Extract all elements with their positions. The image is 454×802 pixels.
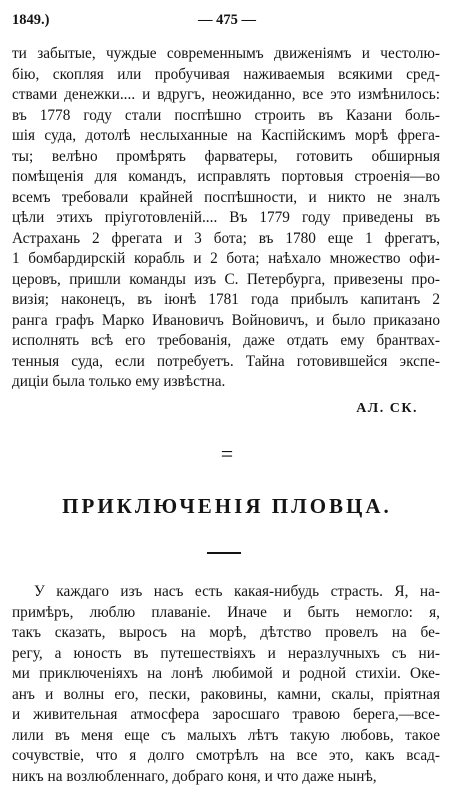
section-separator: = bbox=[220, 441, 234, 466]
text-line: ранга графъ Марко Ивановичъ Войновичъ, и было приказано bbox=[12, 311, 440, 329]
article-2-body bbox=[12, 582, 440, 787]
text-line: бію, скопляя или пробучивая наживаемыя всякими сред- bbox=[12, 65, 440, 83]
text-line: никъ на возлюбленнаго, добраго коня, и что даже нынѣ, bbox=[12, 767, 377, 785]
text-line: примѣръ, люблю плаваніе. Иначе и быть немогло: я, bbox=[12, 603, 440, 621]
text-line: цѣли этихъ пріуготовленій.... Въ 1779 году приведены въ bbox=[12, 209, 440, 226]
text-line: визія; наконецъ, въ іюнѣ 1781 года прибылъ капитанъ 2 bbox=[12, 291, 440, 308]
text-line: ты; велѣно промѣрять фарватеры, готовить обширныя bbox=[12, 147, 440, 165]
header-year: 1849.) bbox=[12, 12, 50, 28]
text-line: тенныя суда, если потребуетъ. Тайна готовившейся экспе- bbox=[12, 352, 440, 370]
text-line: ствами денежки.... и вдругъ, неожиданно, все это измѣнилось: bbox=[12, 86, 440, 103]
text-line: 1 бомбардирскій корабль и 2 бота; наѣхало множество офи- bbox=[12, 250, 440, 267]
text-line: ми приключеніяхъ на лонѣ любимой и родной стихіи. Оке- bbox=[12, 665, 440, 682]
text-line: и живительная атмосфера заросшаго травою берега,—все- bbox=[12, 706, 440, 723]
article-1-body bbox=[12, 44, 440, 393]
text-line: анъ и волны его, пески, раковины, камни, скалы, пріятная bbox=[12, 685, 440, 703]
text-line: Астрахань 2 фрегата и 3 бота; въ 1780 еще 1 фрегатъ, bbox=[12, 229, 440, 247]
author-signature: АЛ. СК. bbox=[356, 401, 418, 416]
text-line: шія суда, дотолѣ неслыханные на Каспійскимъ морѣ фрега- bbox=[12, 127, 440, 144]
text-line: въ 1778 году стали поспѣшно строить въ Казани боль- bbox=[12, 106, 440, 124]
text-line: помѣщенія для командъ, исправлять портовыя строенія—во bbox=[12, 168, 440, 185]
text-line: всемъ требовали крайней поспѣшности, и никто не зналъ bbox=[12, 188, 440, 206]
text-line: сочувствіе, что я долго смотрѣлъ на все это, какъ всад- bbox=[12, 747, 440, 764]
text-line: диціи была только ему извѣстна. bbox=[12, 373, 226, 390]
header-page-number: — 475 — bbox=[198, 12, 256, 28]
text-line: церовъ, пришли команды изъ С. Петербурга, привезены про- bbox=[12, 270, 440, 288]
title-rule bbox=[207, 552, 241, 554]
text-line: такъ сказать, выросъ на морѣ, дѣтство провелъ на бе- bbox=[12, 624, 440, 641]
text-line: У каждаго изъ насъ есть какая-нибудь страсть. Я, на- bbox=[34, 583, 440, 600]
watermark bbox=[40, 764, 440, 800]
text-line: лили въ меня еще съ малыхъ лѣтъ такую любовь, такое bbox=[12, 726, 440, 744]
text-line: регу, а юность въ путешествіяхъ и неразлучныхъ съ ни- bbox=[12, 644, 440, 662]
text-line: ти забытые, чуждые современнымъ движеніямъ и честолю- bbox=[12, 45, 440, 62]
page-header bbox=[12, 12, 442, 34]
article-2-title: ПРИКЛЮЧЕНІЯ ПЛОВЦА. bbox=[62, 494, 392, 518]
text-line: исполнять всѣ его требованія, даже отдать ему брантвах- bbox=[12, 332, 440, 349]
